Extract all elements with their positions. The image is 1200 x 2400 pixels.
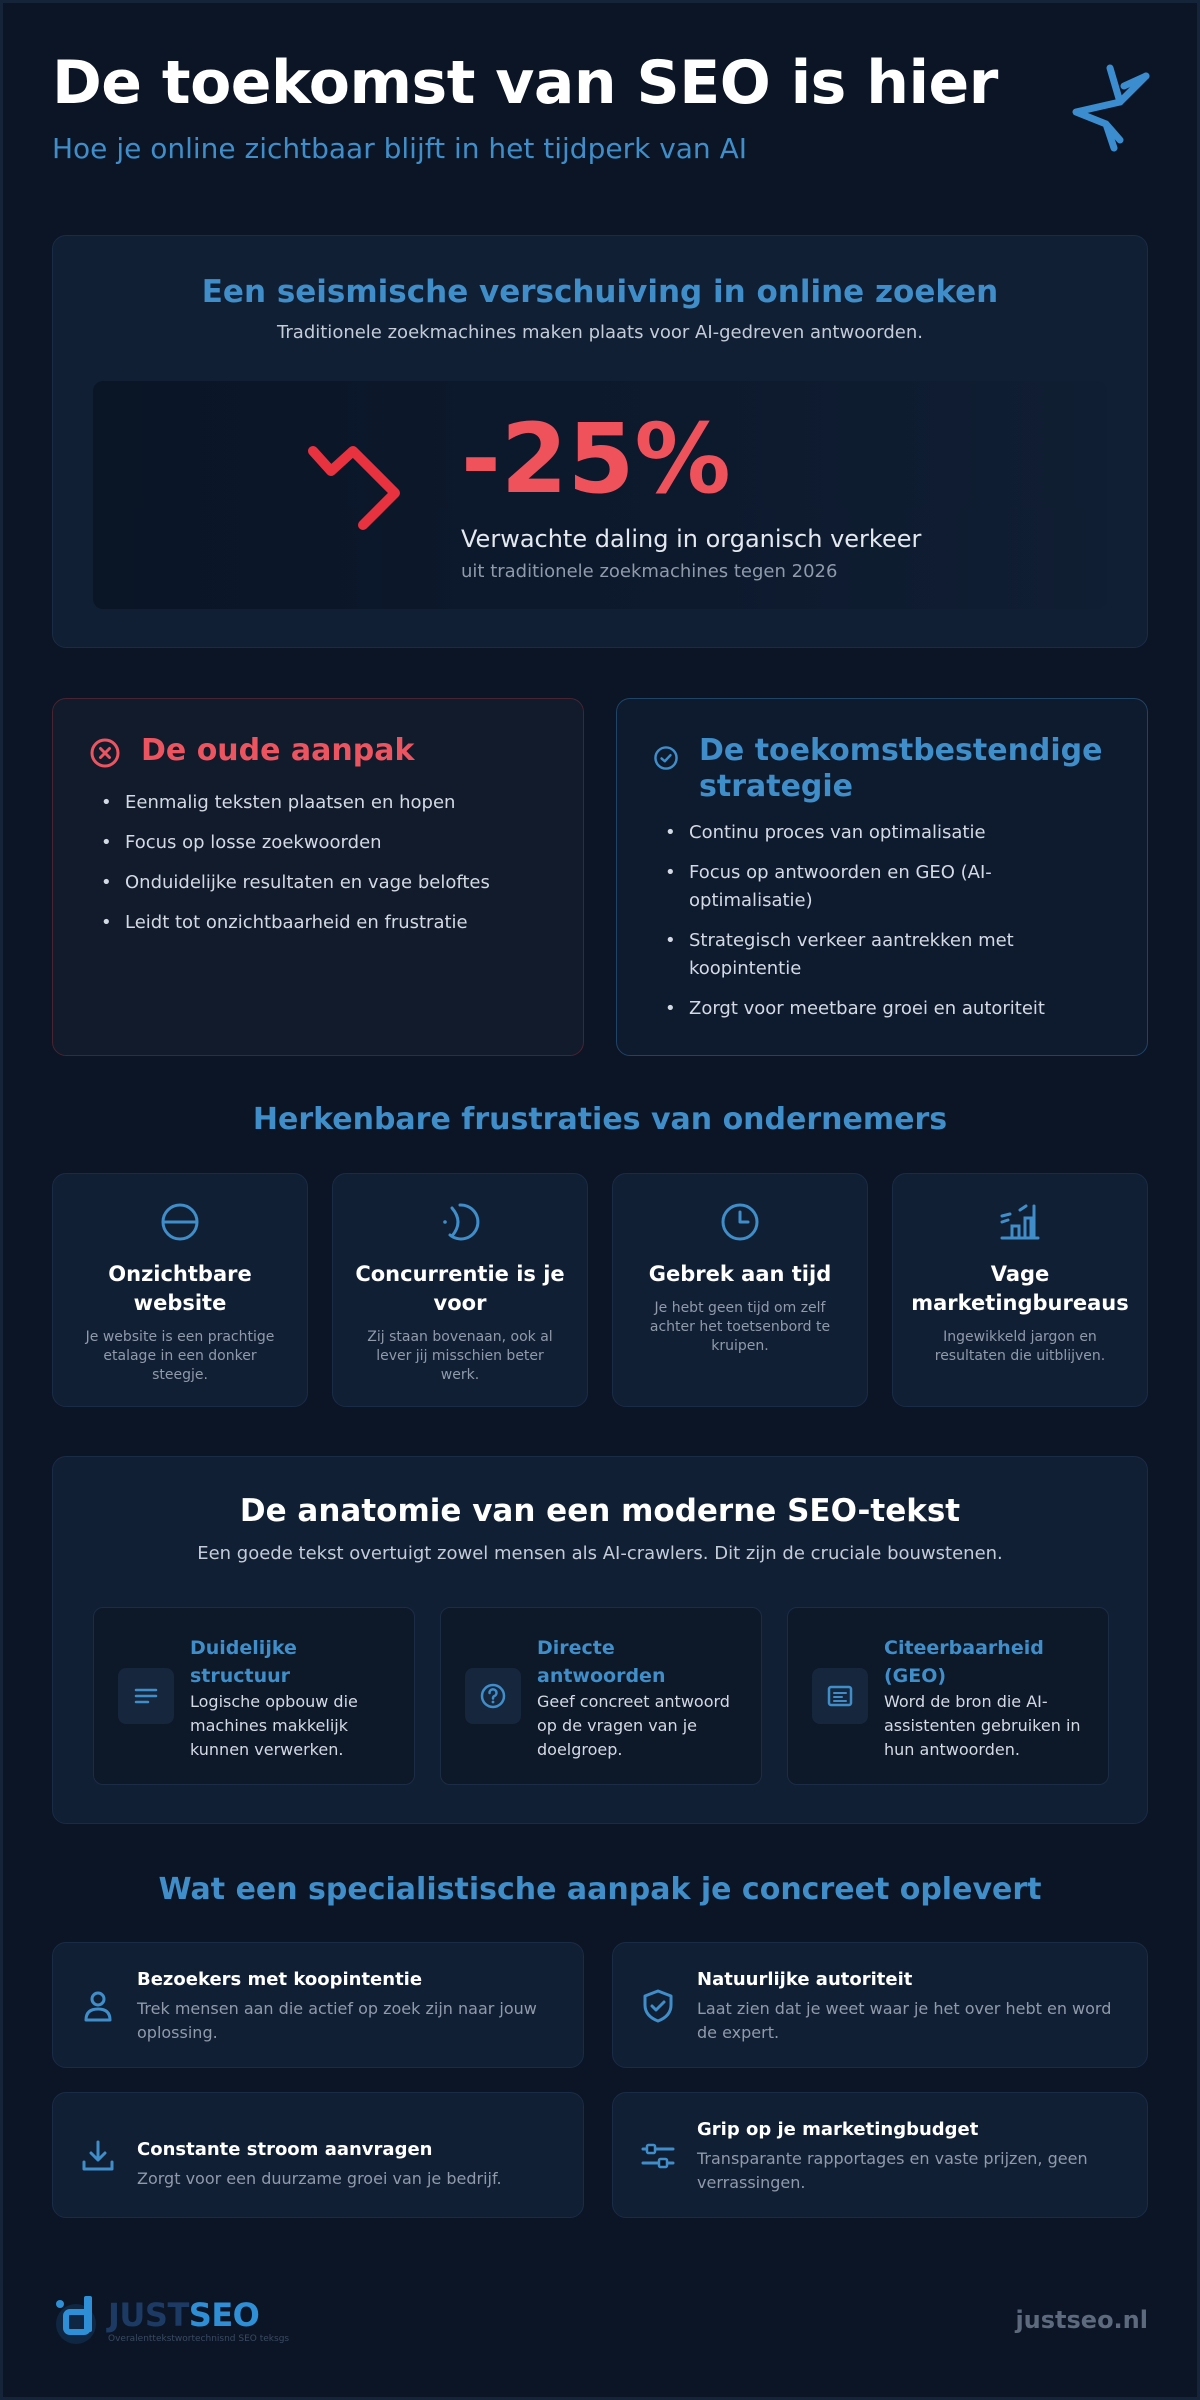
shift-panel (52, 235, 1148, 648)
frustration-card (612, 1173, 868, 1407)
shift-title: Een seismische verschuiving in online zoeken (201, 274, 999, 310)
close-circle-icon (89, 737, 121, 769)
anatomy-card-text: Logische opbouw die machines makkelijk kunnen verwerken. (190, 1692, 358, 1759)
benefit-card (612, 2092, 1148, 2218)
stat-box (93, 381, 1107, 609)
brand-name-seo: SEO (188, 2296, 260, 2334)
header (52, 48, 1152, 188)
list-item: • Focus op antwoorden en GEO (AI-optimalisatie) (665, 859, 1105, 915)
benefit-text: Transparante rapportages en vaste prijzen, geen verrassingen. (697, 2149, 1088, 2192)
anatomy-card-title: Citeerbaarheid (GEO) (884, 1637, 1044, 1687)
anatomy-card (440, 1607, 762, 1785)
anatomy-card-text: Geef concreet antwoord op de vragen van je doelgroep. (537, 1692, 730, 1759)
old-approach-list (101, 789, 561, 949)
benefit-text: Zorgt voor een duurzame groei van je bedrijf. (137, 2169, 502, 2188)
lines-icon-box (118, 1668, 174, 1724)
brand-mark-icon (52, 2292, 104, 2348)
anatomy-card-text: Word de bron die AI-assistenten gebruiken in hun antwoorden. (884, 1692, 1081, 1759)
question-icon-box (465, 1668, 521, 1724)
benefit-card (612, 1942, 1148, 2068)
new-approach-title: De toekomstbestendige strategie (699, 733, 1103, 804)
article-icon-box (812, 1668, 868, 1724)
brand-name (108, 2296, 259, 2334)
anatomy-lead: Een goede tekst overtuigt zowel mensen als AI-crawlers. Dit zijn de cruciale bouwstenen. (197, 1543, 1003, 1564)
frustration-text: Je website is een prachtige etalage in een donker steegje. (85, 1329, 275, 1383)
user-icon (79, 1987, 117, 2025)
frustration-card (332, 1173, 588, 1407)
page-subtitle: Hoe je online zichtbaar blijft in het tijdperk van AI (52, 132, 747, 165)
new-approach-list (665, 819, 1105, 1035)
list-item: • Leidt tot onzichtbaarheid en frustratie (101, 909, 561, 937)
frustration-title: Gebrek aan tijd (648, 1262, 832, 1286)
competition-icon (438, 1200, 482, 1244)
frustration-text: Ingewikkeld jargon en resultaten die uitblijven. (934, 1329, 1106, 1364)
benefit-text: Trek mensen aan die actief op zoek zijn naar jouw oplossing. (137, 1999, 537, 2042)
brand-logo (52, 2292, 292, 2348)
stat-sub: uit traditionele zoekmachines tegen 2026 (461, 561, 838, 582)
benefit-title: Constante stroom aanvragen (137, 2139, 433, 2160)
lines-icon (131, 1681, 161, 1711)
list-item: • Eenmalig teksten plaatsen en hopen (101, 789, 561, 817)
anatomy-card (787, 1607, 1109, 1785)
benefit-title: Natuurlijke autoriteit (697, 1969, 913, 1990)
clock-icon (718, 1200, 762, 1244)
chart-icon (998, 1200, 1042, 1244)
list-item: • Focus op losse zoekwoorden (101, 829, 561, 857)
benefit-title: Bezoekers met koopintentie (137, 1969, 423, 1990)
anatomy-card-title: Directe antwoorden (537, 1637, 666, 1687)
old-approach-title: De oude aanpak (141, 733, 415, 768)
frustration-title: Onzichtbare website (108, 1262, 252, 1315)
question-icon (478, 1681, 508, 1711)
anatomy-card (93, 1607, 415, 1785)
benefit-title: Grip op je marketingbudget (697, 2119, 979, 2140)
benefits-title: Wat een specialistische aanpak je concreet oplevert (158, 1872, 1042, 1907)
check-circle-icon (653, 745, 679, 771)
benefit-card (52, 1942, 584, 2068)
article-icon (825, 1681, 855, 1711)
dancer-logo-icon (1062, 60, 1152, 160)
benefit-card (52, 2092, 584, 2218)
list-item: • Zorgt voor meetbare groei en autoriteit (665, 995, 1105, 1023)
list-item: • Onduidelijke resultaten en vage beloftes (101, 869, 561, 897)
anatomy-panel (52, 1456, 1148, 1824)
frustration-card (52, 1173, 308, 1407)
list-item: • Strategisch verkeer aantrekken met koopintentie (665, 927, 1105, 983)
trend-down-icon (303, 421, 413, 541)
stat-text (461, 403, 922, 582)
download-icon (79, 2137, 117, 2175)
old-approach-card (52, 698, 584, 1056)
old-approach-header (89, 733, 414, 769)
frustrations-title: Herkenbare frustraties van ondernemers (252, 1102, 948, 1137)
footer-url[interactable]: justseo.nl (1015, 2306, 1148, 2334)
sliders-icon (639, 2137, 677, 2175)
frustration-text: Zij staan bovenaan, ook al lever jij misschien beter werk. (367, 1329, 553, 1383)
shield-check-icon (639, 1987, 677, 2025)
stat-value: -25% (461, 403, 731, 515)
stat-label: Verwachte daling in organisch verkeer (461, 525, 922, 553)
brand-name-just: JUST (108, 2296, 189, 2334)
page-title: De toekomst van SEO is hier (52, 48, 998, 118)
anatomy-title: De anatomie van een moderne SEO-tekst (239, 1493, 961, 1529)
frustration-title: Vage marketingbureaus (911, 1262, 1129, 1315)
frustration-card (892, 1173, 1148, 1407)
shift-lead: Traditionele zoekmachines maken plaats voor AI-gedreven antwoorden. (277, 322, 923, 343)
list-item: • Continu proces van optimalisatie (665, 819, 1105, 847)
hidden-circle-icon (158, 1200, 202, 1244)
frustration-text: Je hebt geen tijd om zelf achter het toetsenbord te kruipen. (649, 1300, 831, 1354)
new-approach-card (616, 698, 1148, 1056)
anatomy-card-title: Duidelijke structuur (190, 1637, 297, 1687)
brand-tagline: Overalenttekstwortechnisnd SEO teksgs (108, 2334, 290, 2344)
benefit-text: Laat zien dat je weet waar je het over hebt en word de expert. (697, 1999, 1112, 2042)
frustration-title: Concurrentie is je voor (355, 1262, 565, 1315)
new-approach-header (653, 733, 1129, 805)
